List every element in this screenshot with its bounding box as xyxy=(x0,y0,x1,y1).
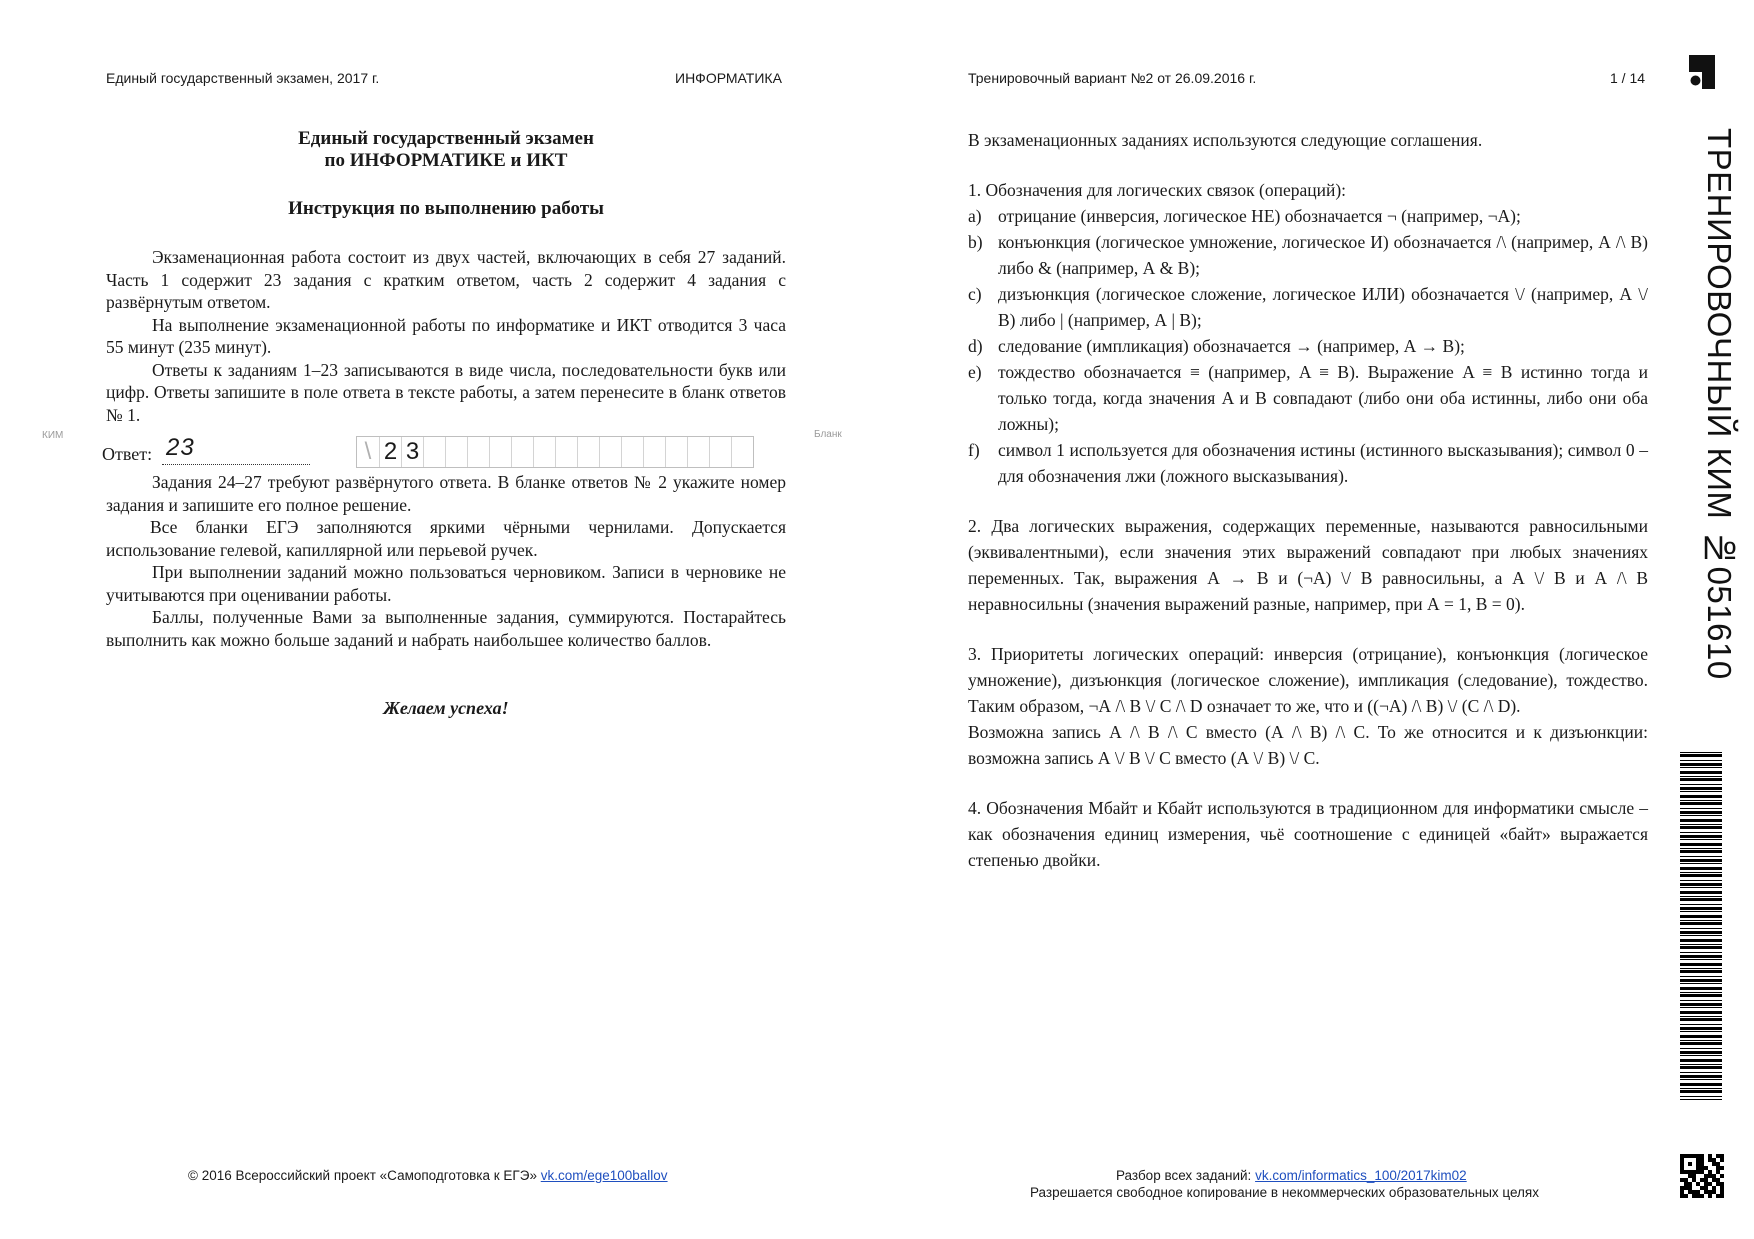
list-item-text: символ 1 используется для обозначения истины (истинного высказывания); символ 0 – для обозначения лжи (ложного высказывания). xyxy=(998,440,1648,486)
header-variant: Тренировочный вариант №2 от 26.09.2016 г. xyxy=(968,70,1257,86)
answer-cell xyxy=(577,437,599,467)
answer-cell xyxy=(511,437,533,467)
list-item-text: дизъюнкция (логическое сложение, логическое ИЛИ) обозначается \/ (например, А \/ В) либо | (например, А | В); xyxy=(998,284,1648,330)
footer-copy-note: Разрешается свободное копирование в некоммерческих образовательных целях xyxy=(1030,1185,1539,1200)
list-item-text: тождество обозначается ≡ (например, A ≡ B). Выражение A ≡ B истинно тогда и только тогда, когда значения A и B совпадают (либо они оба истинны, либо они оба ложны); xyxy=(998,362,1648,434)
list-item xyxy=(968,229,1648,281)
corner-marker-icon xyxy=(1689,55,1715,89)
answer-cell xyxy=(555,437,577,467)
answer-cell xyxy=(467,437,489,467)
barcode-icon xyxy=(1680,752,1722,1100)
paragraph: При выполнении заданий можно пользоваться черновиком. Записи в черновике не учитываются при оценивании работы. xyxy=(106,562,786,605)
answer-underline xyxy=(162,464,310,465)
answer-cell xyxy=(687,437,709,467)
footer-copyright: © 2016 Всероссийский проект «Самоподготовка к ЕГЭ» xyxy=(188,1168,537,1183)
paragraph: Экзаменационная работа состоит из двух частей, включающих в себя 27 заданий. Часть 1 содержит 23 задания с кратким ответом, часть 2 содержит 4 задания с развёрнутым ответом. xyxy=(106,247,786,312)
list-item-text: следование (импликация) обозначается → (например, А → В); xyxy=(998,336,1465,356)
list-item-marker: d) xyxy=(968,336,983,356)
list-item xyxy=(968,437,1648,489)
list-item-marker: c) xyxy=(968,284,982,304)
side-kim-title: ТРЕНИРОВОЧНЫЙ КИМ №051610 xyxy=(1701,128,1738,680)
answer-cell xyxy=(445,437,467,467)
section-2: 2. Два логических выражения, содержащих переменные, называются равносильными (эквивалентными), если значения этих выражений совпадают при любых значениях переменных. Так, выражения А → В и (¬А) \/ В равносильны, а А \/ В и А /\ В неравносильны (значения выражений разные, например, при А = 1, В = 0). xyxy=(968,516,1648,614)
footer-project-link[interactable]: vk.com/ege100ballov xyxy=(540,1168,668,1183)
answer-cell xyxy=(533,437,555,467)
footer-analysis-label: Разбор всех заданий: xyxy=(1116,1168,1252,1183)
footer-analysis-link[interactable]: vk.com/informatics_100/2017kim02 xyxy=(1255,1168,1467,1183)
paragraph: Ответы к заданиям 1–23 записываются в виде числа, последовательности букв или цифр. Ответы запишите в поле ответа в тексте работы, а затем перенесите в бланк ответов № 1. xyxy=(106,359,786,425)
answer-handwritten-value: 23 xyxy=(166,434,195,461)
answer-cell: 3 xyxy=(401,437,423,467)
answer-cell-grid xyxy=(356,436,754,468)
header-exam-name: Единый государственный экзамен, 2017 г. xyxy=(106,70,380,86)
list-item xyxy=(968,359,1648,437)
paragraph: Задания 24–27 требуют развёрнутого ответа. В бланке ответов № 2 укажите номер задания и запишите его полное решение. xyxy=(106,472,786,515)
answer-cell xyxy=(731,437,753,467)
answer-cell xyxy=(489,437,511,467)
page-title: Единый государственный экзамен xyxy=(298,128,594,149)
blank-margin-label: Бланк xyxy=(814,429,842,440)
qr-code-icon xyxy=(1680,1154,1724,1198)
answer-cell: \ xyxy=(364,438,372,465)
list-item-marker: e) xyxy=(968,362,982,382)
header-subject: ИНФОРМАТИКА xyxy=(675,70,782,86)
page-number: 1 / 14 xyxy=(1610,70,1646,86)
section-1-list xyxy=(968,203,1648,489)
conventions-section xyxy=(968,127,1648,873)
page-title-subject: по ИНФОРМАТИКЕ и ИКТ xyxy=(324,150,568,171)
list-item xyxy=(968,281,1648,333)
paragraph: На выполнение экзаменационной работы по информатике и ИКТ отводится 3 часа 55 минут (235 минут). xyxy=(106,314,786,357)
list-item-marker: b) xyxy=(968,232,983,252)
answer-cell: 2 xyxy=(379,437,401,467)
section-3: 3. Приоритеты логических операций: инверсия (отрицание), конъюнкция (логическое умножение), дизъюнкция (логическое сложение), импликация (следование), тождество. Таким образом, ¬А /\ В \/ С /\ D означает то же, что и ((¬А) /\ В) \/ (С /\ D). xyxy=(968,644,1648,716)
footer-left xyxy=(188,1168,668,1183)
section-3-note: Возможна запись А /\ В /\ С вместо (А /\ В) /\ С. То же относится и к дизъюнкции: возможна запись А \/ В \/ С вместо (А \/ В) \/ С. xyxy=(968,722,1648,768)
answer-example xyxy=(102,434,802,470)
good-luck-text: Желаем успеха! xyxy=(383,698,509,718)
section-4: 4. Обозначения Мбайт и Кбайт используются в традиционном для информатики смысле – как обозначения единиц измерения, чьё соотношение с единицей «байт» выражается степенью двойки. xyxy=(968,798,1648,870)
instructions-part2 xyxy=(106,471,786,651)
list-item-marker: a) xyxy=(968,206,982,226)
conventions-intro: В экзаменационных заданиях используются следующие соглашения. xyxy=(968,130,1483,150)
instructions-part1 xyxy=(106,246,786,426)
list-item xyxy=(968,333,1648,359)
answer-label: Ответ: xyxy=(102,444,153,464)
answer-cell xyxy=(599,437,621,467)
kim-margin-label: КИМ xyxy=(42,430,64,441)
answer-cell xyxy=(423,437,445,467)
answer-cell xyxy=(643,437,665,467)
list-item-text: конъюнкция (логическое умножение, логическое И) обозначается /\ (например, А /\ В) либо & (например, А & В); xyxy=(998,232,1648,278)
list-item-marker: f) xyxy=(968,440,980,460)
paragraph: Все бланки ЕГЭ заполняются яркими чёрными чернилами. Допускается использование гелевой, капиллярной или перьевой ручек. xyxy=(106,517,786,560)
answer-cell xyxy=(665,437,687,467)
answer-cell xyxy=(621,437,643,467)
list-item xyxy=(968,203,1648,229)
paragraph: Баллы, полученные Вами за выполненные задания, суммируются. Постарайтесь выполнить как можно больше заданий и набрать наибольшее количество баллов. xyxy=(106,607,786,650)
list-item-text: отрицание (инверсия, логическое НЕ) обозначается ¬ (например, ¬А); xyxy=(998,206,1521,226)
section-1-title: 1. Обозначения для логических связок (операций): xyxy=(968,180,1347,200)
instruction-heading: Инструкция по выполнению работы xyxy=(288,198,604,219)
footer-right-line1 xyxy=(1116,1168,1467,1183)
answer-cell xyxy=(709,437,731,467)
